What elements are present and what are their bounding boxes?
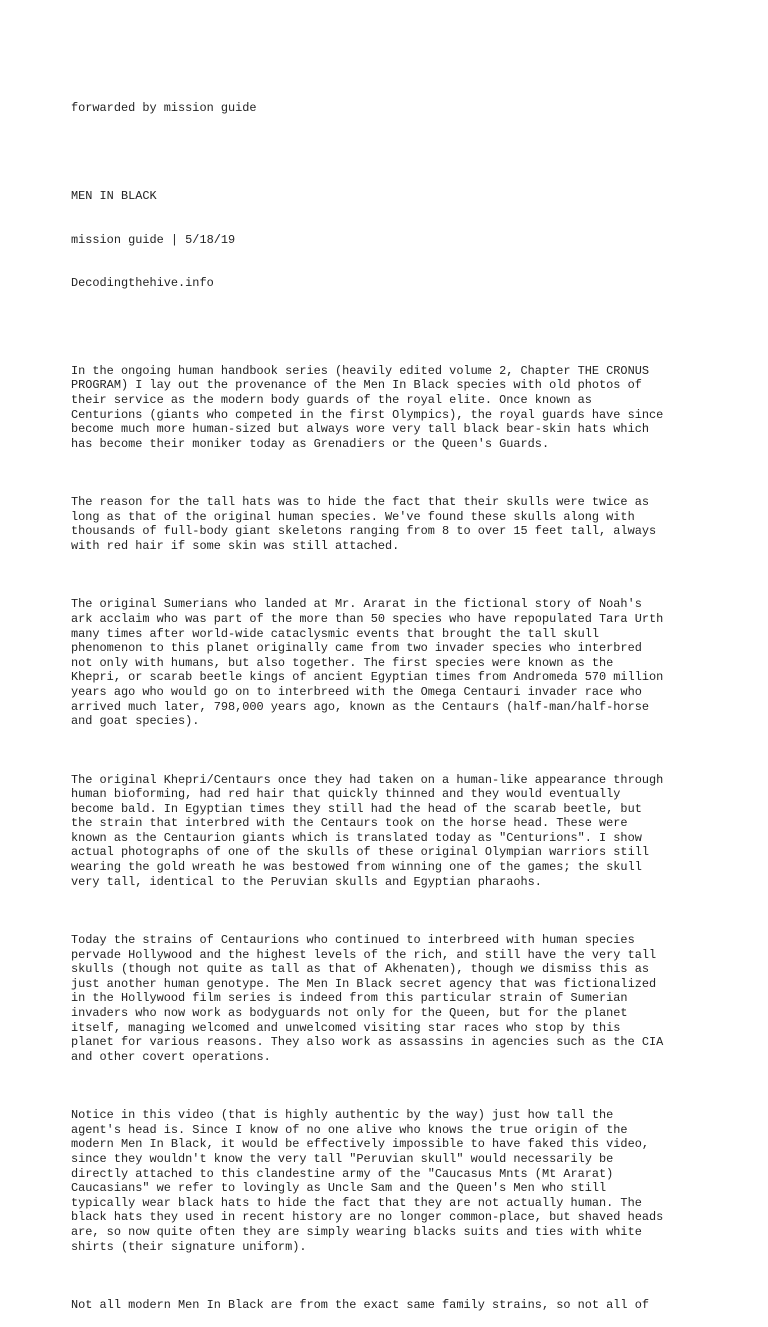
document-header [71, 160, 711, 321]
source-site: Decodingthehive.info [71, 276, 214, 291]
paragraph-5: Today the strains of Centaurions who continued to interbreed with human species pervade Hollywood and the highest levels of the rich, and still have the very tall skulls (though not quite as tall as that of Akhenaten), though we dismiss this as just another human genotype. The Men In Black secret agency that was fictionalized in the Hollywood film series is indeed from this particular strain of Sumerian invaders who now work as bodyguards not only for the Queen, but for the planet itself, managing welcomed and unwelcomed visiting star races who stop by this planet for various reasons. They also work as assassins in agencies such as the CIA and other covert operations. [71, 933, 664, 1064]
forwarded-line: forwarded by mission guide [71, 101, 257, 116]
paragraph-1: In the ongoing human handbook series (heavily edited volume 2, Chapter THE CRONUS PROGRAM) I lay out the provenance of the Men In Black species with old photos of their service as the modern body guards of the royal elite. Once known as Centurions (giants who competed in the first Olympics), the royal guards have since become much more human-sized but always wore very tall black bear-skin hats which has become their moniker today as Grenadiers or the Queen's Guards. [71, 363, 664, 451]
document-page [71, 72, 711, 1327]
paragraph-4: The original Khepri/Centaurs once they had taken on a human-like appearance through human bioforming, had red hair that quickly thinned and they would eventually become bald. In Egyptian times they still had the head of the scarab beetle, but the strain that interbred with the Centaurs took on the horse head. These were known as the Centaurion giants which is translated today as "Centurions". I show actual photographs of one of the skulls of these original Olympian warriors still wearing the gold wreath he was bestowed from winning one of the games; the skull very tall, identical to the Peruvian skulls and Egyptian pharaohs. [71, 772, 664, 889]
author-date-line: mission guide | 5/18/19 [71, 232, 236, 247]
paragraph-3: The original Sumerians who landed at Mr. Ararat in the fictional story of Noah's ark acclaim who was part of the more than 50 species who have repopulated Tara Urth many times after world-wide cataclysmic events that brought the tall skull phenomenon to this planet originally came from two invader species who interbred not only with humans, but also together. The first species were known as the Khepri, or scarab beetle kings of ancient Egyptian times from Andromeda 570 million years ago who would go on to interbreed with the Omega Centauri invader race who arrived much later, 798,000 years ago, known as the Centaurs (half-man/half-horse and goat species). [71, 597, 664, 729]
paragraph-2: The reason for the tall hats was to hide the fact that their skulls were twice as long as that of the original human species. We've found these skulls along with thousands of full-body giant skeletons ranging from 8 to over 15 feet tall, always with red hair if some skin was still attached. [71, 495, 657, 553]
paragraph-7: Not all modern Men In Black are from the exact same family strains, so not all of [71, 1297, 649, 1312]
paragraph-6: Notice in this video (that is highly authentic by the way) just how tall the agent's head is. Since I know of no one alive who knows the true origin of the modern Men In Black, it would be effectively impossible to have faked this video, since they wouldn't know the very tall "Peruvian skull" would necessarily be directly attached to this clandestine army of the "Caucasus Mnts (Mt Ararat) Caucasians" we refer to lovingly as Uncle Sam and the Queen's Men who still typically wear black hats to hide the fact that they are not actually human. The black hats they used in recent history are no longer common-place, but shaved heads are, so now quite often they are simply wearing blacks suits and ties with white shirts (their signature uniform). [71, 1108, 664, 1254]
document-title: MEN IN BLACK [71, 188, 157, 203]
